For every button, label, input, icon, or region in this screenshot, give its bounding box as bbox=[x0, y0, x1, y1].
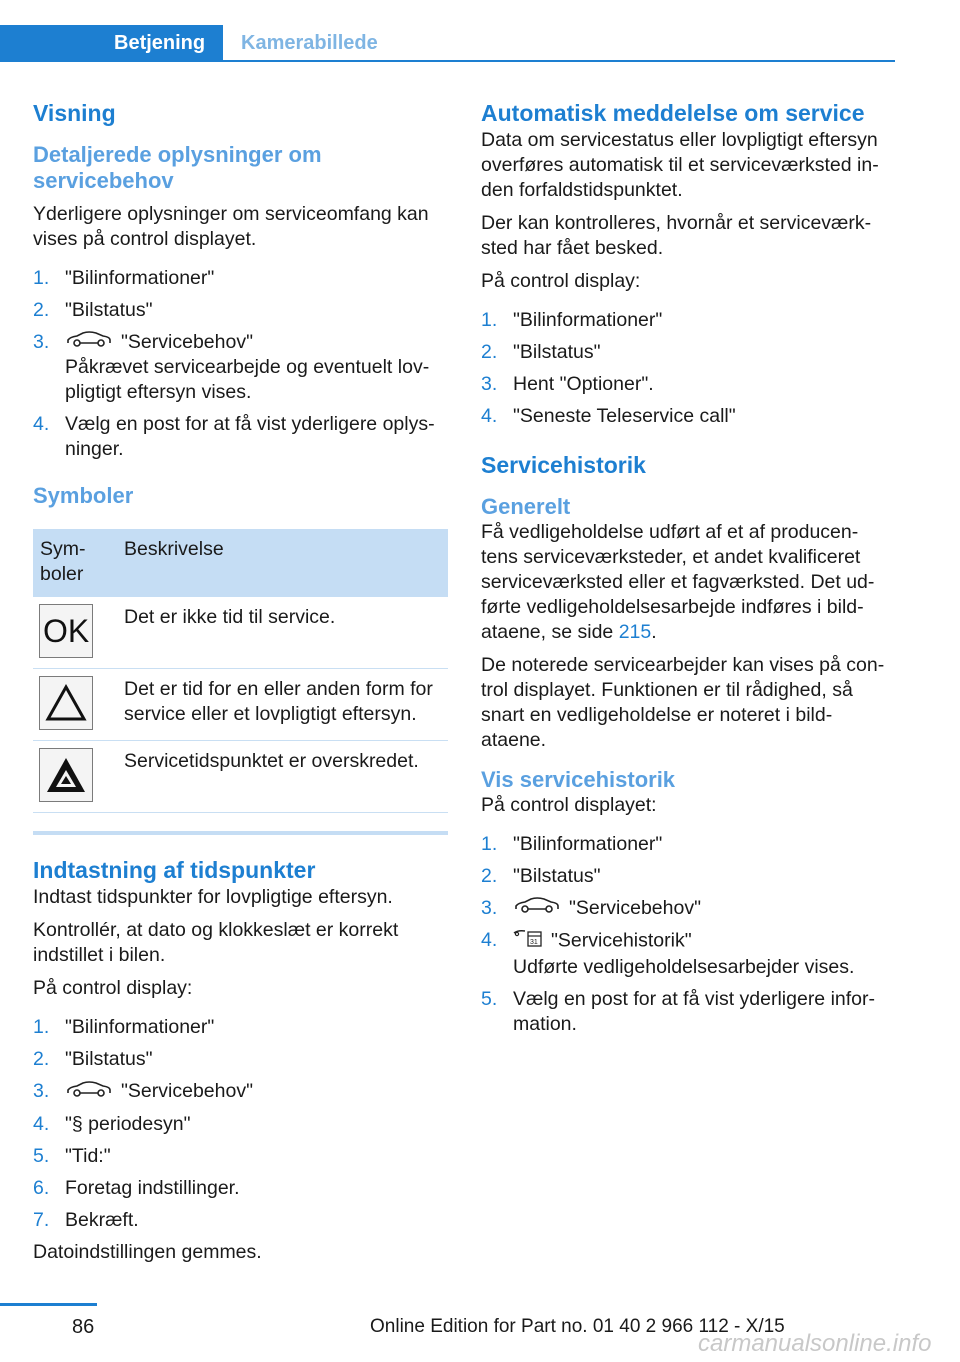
auto-steps bbox=[481, 308, 893, 429]
symbols-table bbox=[33, 529, 448, 813]
table-cell: Det er tid for en eller anden form for service eller et lovpligtigt eftersyn. bbox=[117, 669, 448, 741]
footer-rule bbox=[0, 1303, 97, 1306]
input-paragraph-1: Indtast tidspunkter for lovpligtige eftersyn. bbox=[33, 886, 393, 909]
history-heading: Servicehistorik bbox=[481, 452, 646, 478]
column-header-symbols: Sym-boler bbox=[33, 529, 117, 597]
list-item: 4. "§ periodesyn" bbox=[33, 1112, 191, 1135]
chapter-tab-bar bbox=[0, 25, 895, 62]
input-paragraph-2: Kontrollér, at dato og klokkeslæt er korrekt indstillet i bilen. bbox=[33, 919, 399, 967]
visning-heading: Visning bbox=[33, 100, 116, 126]
show-history-heading: Vis servicehistorik bbox=[481, 767, 676, 792]
car-icon bbox=[513, 896, 561, 921]
show-paragraph: På control displayet: bbox=[481, 794, 657, 816]
left-column bbox=[33, 98, 448, 1265]
general-paragraph-1: Få vedligeholdelse udført af et af producen-tens serviceværksteder, et andet kvalificeret serviceværksted eller et fagværksted. Det ud-førte vedligeholdelsesarbejde indføres i bild-ataene, se side 215. bbox=[481, 521, 875, 643]
table-cell: Det er ikke tid til service. bbox=[117, 597, 448, 669]
list-item: 3. "Servicebehov" Påkrævet servicearbejde og eventuelt lov-pligtigt eftersyn vises. bbox=[33, 331, 430, 404]
auto-paragraph-3: På control display: bbox=[481, 270, 641, 292]
general-heading: Generelt bbox=[481, 494, 571, 519]
list-item: 5. "Tid:" bbox=[33, 1144, 111, 1167]
list-item: 7. Bekræft. bbox=[33, 1208, 139, 1231]
list-item: 2. "Bilstatus" bbox=[481, 341, 601, 363]
page-number: 86 bbox=[72, 1316, 95, 1338]
list-item: 3. "Servicebehov" bbox=[33, 1079, 448, 1104]
input-heading: Indtastning af tidspunkter bbox=[33, 857, 316, 884]
list-item: 1. "Bilinformationer" bbox=[481, 309, 663, 331]
table-row bbox=[33, 741, 448, 813]
list-item: 5. Vælg en post for at få vist yderligere infor-mation. bbox=[481, 988, 875, 1036]
auto-paragraph-1: Data om servicestatus eller lovpligtigt eftersyn overføres automatisk til et serviceværksted in-den forfaldstidspunktet. bbox=[481, 129, 879, 201]
auto-paragraph-2: Der kan kontrolleres, hvornår et serviceværk-sted har fået besked. bbox=[481, 212, 872, 259]
table-cell: Servicetidspunktet er overskredet. bbox=[117, 741, 448, 813]
ok-icon: OK bbox=[39, 604, 93, 658]
tab-kamerabillede[interactable]: Kamerabillede bbox=[241, 32, 378, 54]
car-icon bbox=[65, 330, 113, 355]
service-history-icon bbox=[513, 928, 543, 955]
list-item: 4. "Seneste Teleservice call" bbox=[481, 405, 736, 427]
list-item: 6. Foretag indstillinger. bbox=[33, 1176, 240, 1199]
watermark: carmanualsonline.info bbox=[698, 1330, 932, 1357]
list-item: 1. "Bilinformationer" bbox=[33, 1016, 215, 1039]
detail-heading: Detaljerede oplysninger om servicebehov bbox=[33, 142, 322, 193]
page-link[interactable]: 215 bbox=[618, 621, 652, 643]
list-item: 2. "Bilstatus" bbox=[33, 1048, 153, 1071]
overdue-triangle-icon bbox=[39, 748, 93, 802]
column-header-description: Beskrivelse bbox=[117, 529, 448, 597]
list-item: 4. 31 "Servicehistorik" Udførte vedligeholdelsesarbejder vises. bbox=[481, 929, 855, 979]
list-item: 2. "Bilstatus" bbox=[33, 299, 153, 321]
list-item: 3. Hent "Optioner". bbox=[481, 373, 654, 395]
detail-intro: Yderligere oplysninger om serviceomfang kan vises på control displayet. bbox=[33, 203, 429, 250]
warning-triangle-icon bbox=[39, 676, 93, 730]
list-item: 2. "Bilstatus" bbox=[481, 865, 601, 887]
input-end-text: Datoindstillingen gemmes. bbox=[33, 1240, 262, 1263]
list-item: 1. "Bilinformationer" bbox=[481, 833, 663, 855]
table-row bbox=[33, 597, 448, 669]
symbols-heading: Symboler bbox=[33, 483, 134, 509]
detail-steps bbox=[33, 266, 448, 462]
input-paragraph-3: På control display: bbox=[33, 977, 193, 1000]
tab-betjening[interactable]: Betjening bbox=[0, 25, 223, 62]
right-column bbox=[481, 98, 893, 1044]
list-item: 4. Vælg en post for at få vist yderligere oplys-ninger. bbox=[33, 413, 435, 461]
input-steps bbox=[33, 1015, 448, 1232]
auto-heading: Automatisk meddelelse om service bbox=[481, 100, 865, 126]
list-item: 3. "Servicebehov" bbox=[481, 896, 893, 921]
header-rule bbox=[0, 60, 895, 62]
edition-line: Online Edition for Part no. 01 40 2 966 112 - X/15 bbox=[370, 1316, 785, 1337]
table-header-row bbox=[33, 529, 448, 597]
list-item: 1. "Bilinformationer" bbox=[33, 267, 215, 289]
general-paragraph-2: De noterede servicearbejder kan vises på con-trol displayet. Funktionen er til rådighed, så snart en vedligeholdelse er noteret i bild-ataene. bbox=[481, 654, 885, 751]
car-icon bbox=[65, 1080, 113, 1105]
show-steps bbox=[481, 832, 893, 1037]
svg-text:31: 31 bbox=[530, 939, 538, 947]
table-row bbox=[33, 669, 448, 741]
